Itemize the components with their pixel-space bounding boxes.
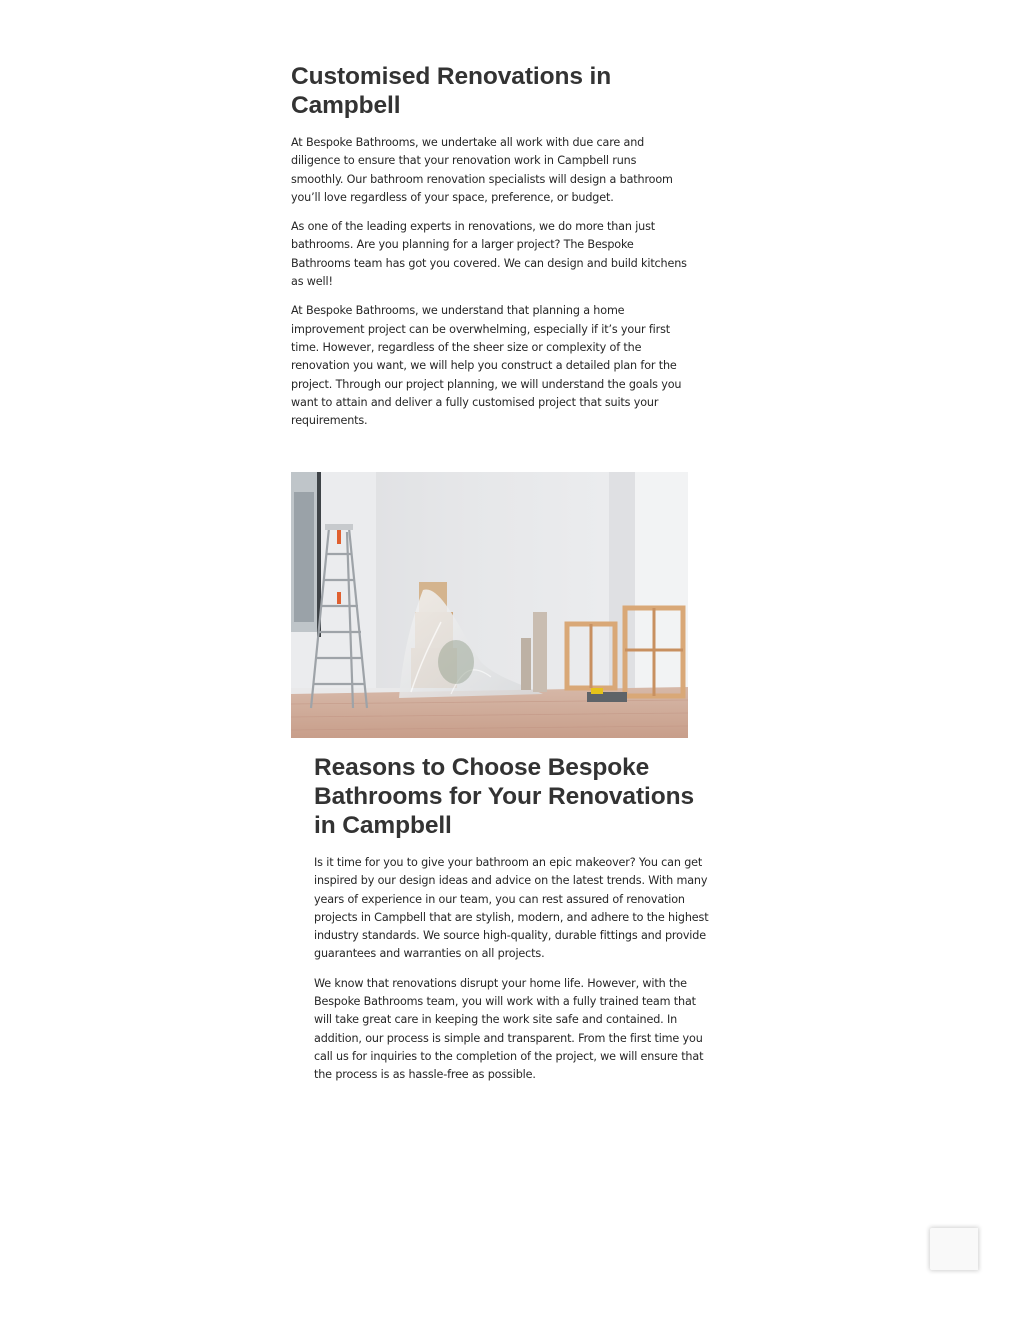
section-customised-renovations [291,62,691,441]
paragraph-more-than-bathrooms: As one of the leading experts in renovations, we do more than just bathrooms. Are you planning for a larger project? The Bespoke Bathrooms team has got you covered. We can design and build kitchens as well! [291,220,687,289]
paragraph-epic-makeover: Is it time for you to give your bathroom an epic makeover? You can get inspired by our design ideas and advice on the latest trends. With many years of experience in our team, you can rest assured of renovation projects in Campbell that are stylish, modern, and adhere to the highest industry standards. We source high-quality, durable fittings and provide guarantees and warranties on all projects. [314,856,709,961]
recaptcha-badge[interactable] [930,1228,978,1270]
heading-reasons-to-choose: Reasons to Choose Bespoke Bathrooms for Your Renovations in Campbell [314,754,694,839]
heading-customised-renovations: Customised Renovations in Campbell [291,63,612,119]
paragraph-care-diligence: At Bespoke Bathrooms, we undertake all work with due care and diligence to ensure that your renovation work in Campbell runs smoothly. Our bathroom renovation specialists will design a bathroom you’ll love regardless of your space, preference, or budget. [291,136,673,204]
renovation-room-photo [291,472,688,738]
paragraph-hassle-free: We know that renovations disrupt your home life. However, with the Bespoke Bathrooms team, you will work with a fully trained team that will take great care in keeping the work site safe and contained. In addition, our process is simple and transparent. From the first time you call us for inquiries to the completion of the project, we will ensure that the process is as hassle-free as possible. [314,976,704,1082]
paragraph-project-planning: At Bespoke Bathrooms, we understand that planning a home improvement project can be overwhelming, especially if it’s your first time. However, regardless of the sheer size or complexity of the renovation you want, we will help you construct a detailed plan for the project. Through our project planning, we will understand the goals you want to attain and deliver a fully customised project that suits your requirements. [291,304,682,428]
section-reasons-to-choose [314,753,712,1096]
